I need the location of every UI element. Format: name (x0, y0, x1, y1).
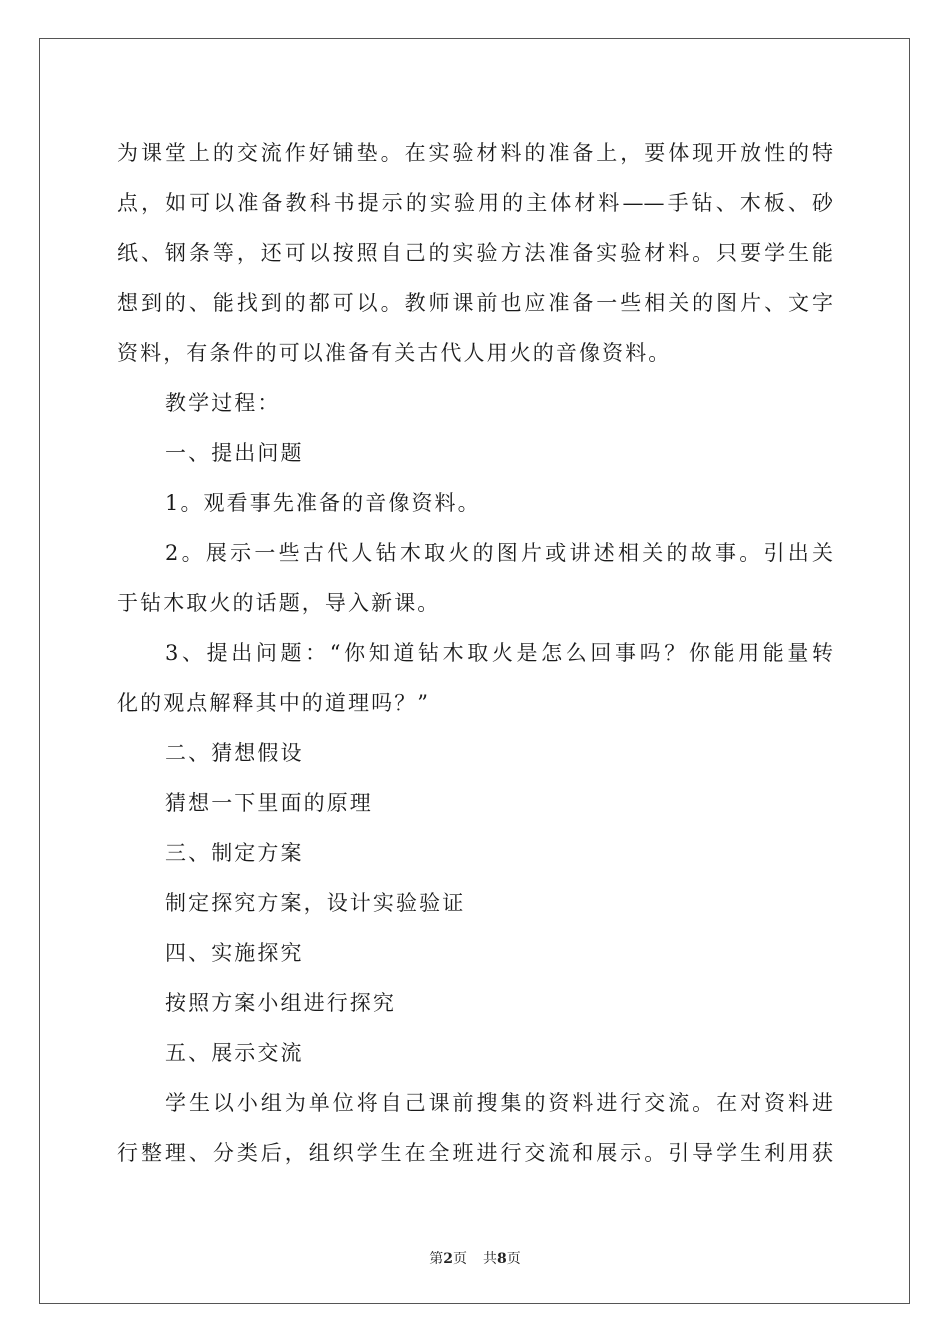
page-number: 2 (443, 1251, 453, 1267)
section-heading: 二、猜想假设 (165, 741, 304, 765)
paragraph-line: 学生以小组为单位将自己课前搜集的资料进行交流。在对资料进 (165, 1091, 833, 1115)
paragraph-line: 想到的、能找到的都可以。教师课前也应准备一些相关的图片、文字 (117, 291, 833, 315)
section-text: 制定探究方案，设计实验验证 (165, 891, 466, 915)
page-footer (0, 1248, 950, 1268)
total-pages: 8 (497, 1251, 507, 1267)
list-item-continuation: 化的观点解释其中的道理吗？” (117, 691, 431, 715)
total-prefix: 共 (483, 1251, 497, 1267)
list-item: 2。展示一些古代人钻木取火的图片或讲述相关的故事。引出关 (165, 541, 833, 565)
section-heading: 一、提出问题 (165, 441, 304, 465)
list-item: 1。观看事先准备的音像资料。 (165, 491, 481, 515)
section-heading: 三、制定方案 (165, 841, 304, 865)
section-heading: 五、展示交流 (165, 1041, 304, 1065)
section-label: 教学过程： (165, 391, 281, 415)
section-text: 猜想一下里面的原理 (165, 791, 373, 815)
list-item: 3、提出问题：“你知道钻木取火是怎么回事吗？你能用能量转 (165, 641, 833, 665)
total-suffix: 页 (506, 1251, 521, 1267)
section-heading: 四、实施探究 (165, 941, 304, 965)
document-body (117, 128, 833, 1178)
paragraph-line: 行整理、分类后，组织学生在全班进行交流和展示。引导学生利用获 (117, 1141, 833, 1165)
paragraph-line: 资料，有条件的可以准备有关古代人用火的音像资料。 (117, 341, 672, 365)
page-prefix: 第 (429, 1251, 444, 1267)
paragraph-line: 为课堂上的交流作好铺垫。在实验材料的准备上，要体现开放性的特 (117, 141, 833, 165)
paragraph-line: 纸、钢条等，还可以按照自己的实验方法准备实验材料。只要学生能 (117, 241, 833, 265)
page-suffix: 页 (453, 1251, 467, 1267)
section-text: 按照方案小组进行探究 (165, 991, 396, 1015)
list-item-continuation: 于钻木取火的话题，导入新课。 (117, 591, 441, 615)
paragraph-line: 点，如可以准备教科书提示的实验用的主体材料——手钻、木板、砂 (117, 191, 833, 215)
